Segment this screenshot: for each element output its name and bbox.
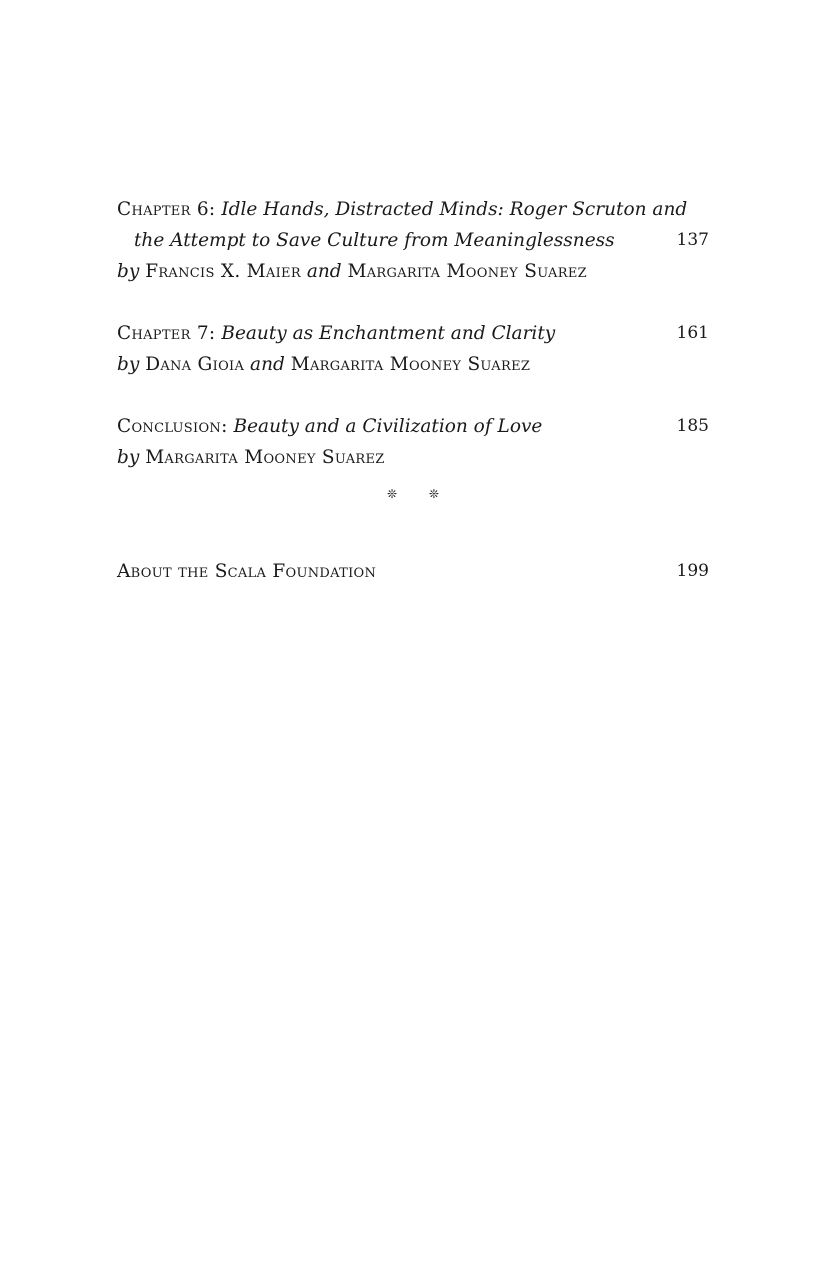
chapter-7-author-1: Dana Gioia: [145, 354, 245, 375]
chapter-6-author-2: Margarita Mooney Suarez: [347, 261, 587, 282]
chapter-7-label: Chapter 7:: [117, 323, 216, 344]
chapter-7-heading: [117, 318, 709, 349]
toc-entry-about: [117, 556, 709, 587]
chapter-7-byline: [117, 349, 709, 380]
conclusion-heading: [117, 411, 709, 442]
chapter-6-title-line2: the Attempt to Save Culture from Meaninglessness: [134, 230, 615, 251]
chapter-6-byline: [117, 256, 709, 287]
byline-by: by: [117, 354, 140, 375]
byline-and: and: [250, 354, 285, 375]
chapter-6-heading: [117, 194, 709, 225]
byline-and: and: [306, 261, 342, 282]
conclusion-byline: [117, 442, 709, 473]
chapter-6-title-line1: Idle Hands, Distracted Minds: Roger Scruton and: [221, 199, 688, 220]
chapter-7-title: Beauty as Enchantment and Clarity: [221, 323, 556, 344]
byline-by: by: [117, 447, 140, 468]
chapter-6-label: Chapter 6:: [117, 199, 216, 220]
chapter-6-title-continued: [117, 225, 709, 256]
chapter-6-author-1: Francis X. Maier: [145, 261, 301, 282]
conclusion-author-1: Margarita Mooney Suarez: [145, 447, 385, 468]
byline-by: by: [117, 261, 140, 282]
toc-entry-chapter-6: [117, 194, 709, 287]
conclusion-title: Beauty and a Civilization of Love: [233, 416, 543, 437]
about-label: About the Scala Foundation: [117, 561, 377, 582]
toc-entry-conclusion: [117, 411, 709, 473]
conclusion-label: Conclusion:: [117, 416, 228, 437]
ornament-divider: ❊ ❊: [387, 487, 453, 501]
about-page-number: 199: [676, 561, 709, 581]
chapter-7-author-2: Margarita Mooney Suarez: [290, 354, 531, 375]
conclusion-page-number: 185: [676, 416, 709, 436]
chapter-6-page-number: 137: [676, 230, 709, 250]
toc-entry-chapter-7: [117, 318, 709, 380]
chapter-7-page-number: 161: [676, 323, 709, 343]
table-of-contents: [117, 194, 709, 587]
